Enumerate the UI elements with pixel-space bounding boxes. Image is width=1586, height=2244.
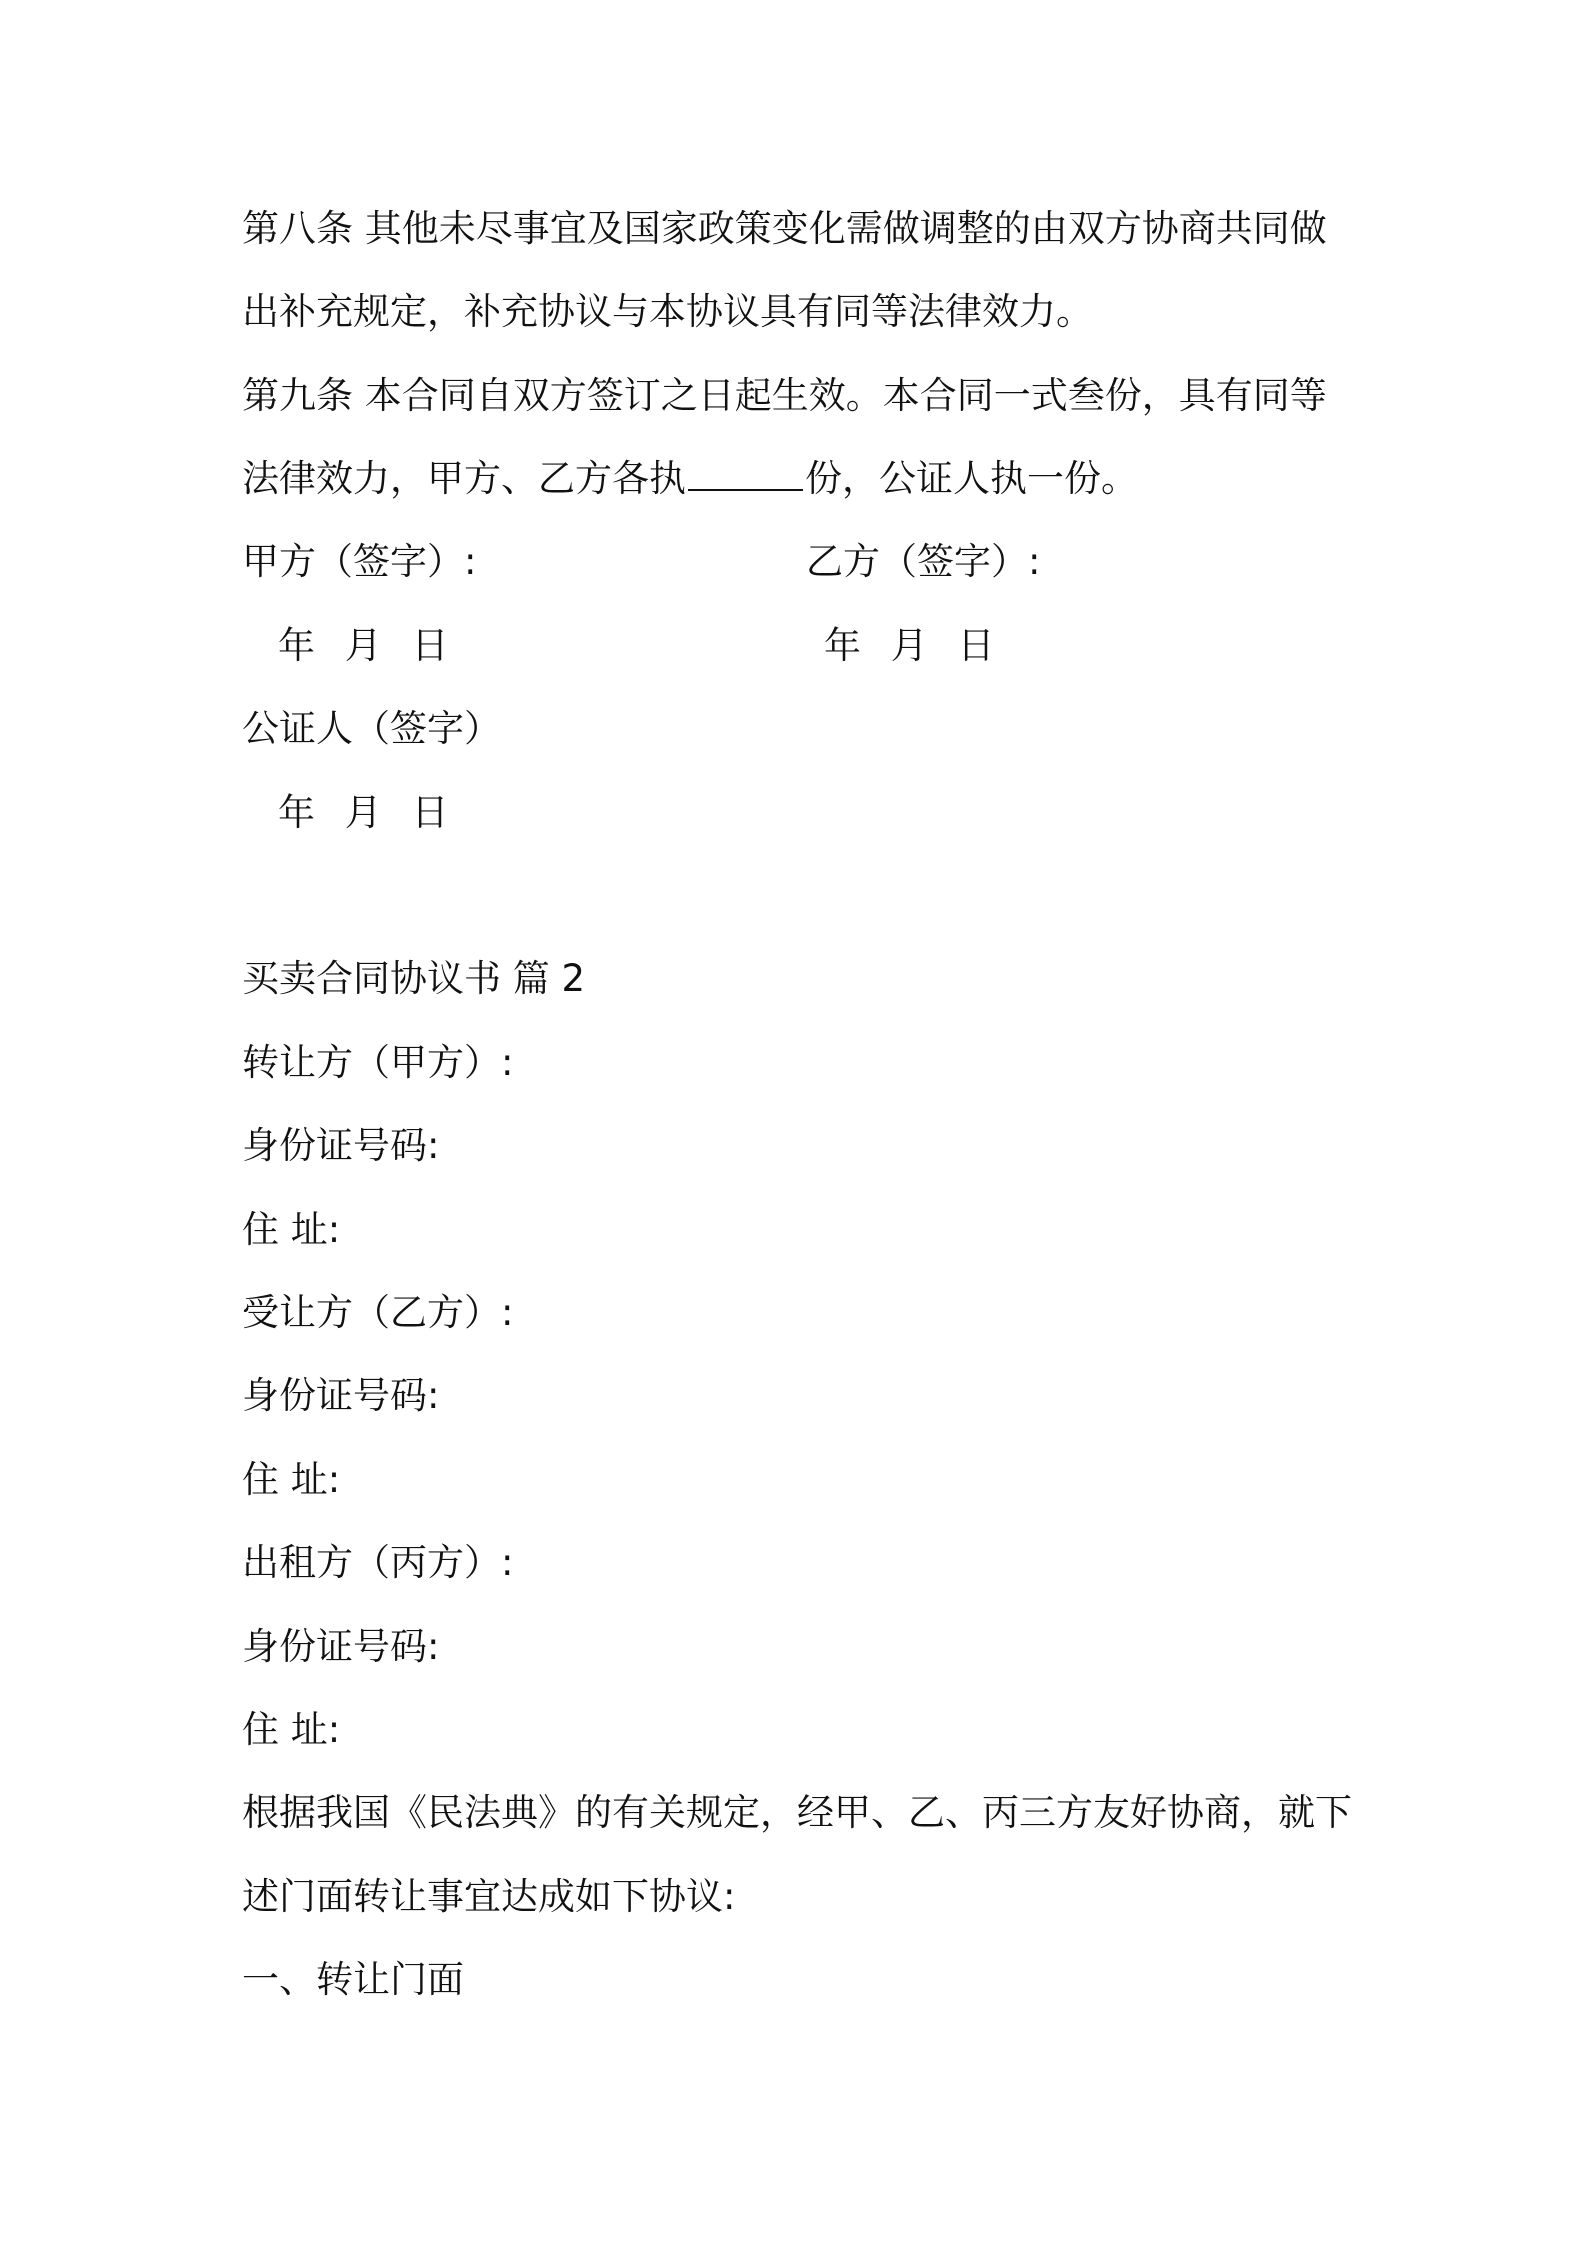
party-b-signature-label: 乙方（签字）: bbox=[806, 540, 1041, 583]
section-2-title: 买卖合同协议书 篇 2 bbox=[242, 957, 586, 1000]
article-8-line-1: 第八条 其他未尽事宜及国家政策变化需做调整的由双方协商共同做 bbox=[242, 207, 1327, 250]
transferee-address-label: 住 址: bbox=[242, 1458, 341, 1501]
article-9-line-2-before: 法律效力，甲方、乙方各执 bbox=[242, 457, 686, 500]
preamble-line-1: 根据我国《民法典》的有关规定，经甲、乙、丙三方友好协商，就下 bbox=[242, 1791, 1352, 1834]
lessor-address-label: 住 址: bbox=[242, 1708, 341, 1751]
notary-signature-label: 公证人（签字） bbox=[242, 707, 501, 750]
transferor-label: 转让方（甲方）: bbox=[242, 1041, 514, 1084]
party-a-date: 年 月 日 bbox=[278, 624, 449, 667]
preamble-line-2: 述门面转让事宜达成如下协议: bbox=[242, 1875, 736, 1918]
article-9-line-2-after: 份，公证人执一份。 bbox=[805, 457, 1138, 500]
transferor-address-label: 住 址: bbox=[242, 1208, 341, 1251]
article-9-line-2 bbox=[242, 455, 1138, 503]
copies-blank-field bbox=[688, 455, 803, 491]
article-8-line-2: 出补充规定，补充协议与本协议具有同等法律效力。 bbox=[242, 290, 1093, 333]
notary-date: 年 月 日 bbox=[278, 791, 449, 834]
transferee-id-label: 身份证号码: bbox=[242, 1374, 440, 1417]
transferee-label: 受让方（乙方）: bbox=[242, 1291, 514, 1334]
party-b-date: 年 月 日 bbox=[824, 624, 995, 667]
party-a-signature-label: 甲方（签字）: bbox=[242, 540, 477, 583]
lessor-label: 出租方（丙方）: bbox=[242, 1541, 514, 1584]
lessor-id-label: 身份证号码: bbox=[242, 1625, 440, 1668]
heading-transfer-storefront: 一、转让门面 bbox=[242, 1958, 464, 2001]
article-9-line-1: 第九条 本合同自双方签订之日起生效。本合同一式叁份，具有同等 bbox=[242, 374, 1327, 417]
transferor-id-label: 身份证号码: bbox=[242, 1124, 440, 1167]
